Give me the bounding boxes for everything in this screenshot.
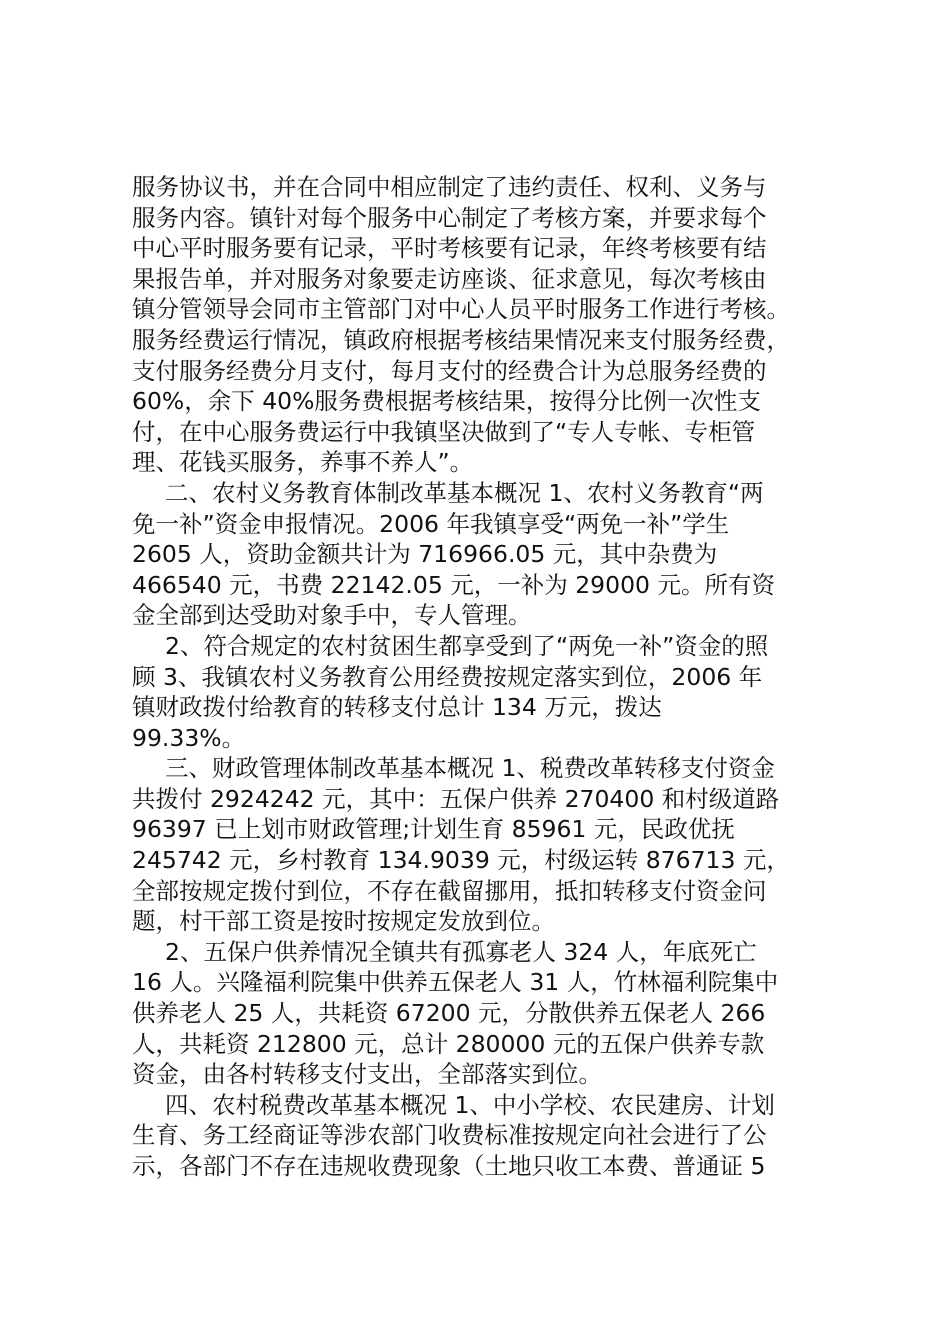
- paragraph-start-line: 2、符合规定的农村贫困生都享受到了“两免一补”资金的照: [165, 631, 769, 660]
- text-line: 理、花钱买服务，养事不养人”。: [132, 448, 474, 477]
- text-line: 镇财政拨付给教育的转移支付总计 134 万元，拨达: [132, 693, 662, 722]
- paragraph-start-line: 二、农村义务教育体制改革基本概况 1、农村义务教育“两: [165, 478, 764, 507]
- text-line: 共拨付 2924242 元，其中：五保户供养 270400 和村级道路: [132, 784, 780, 813]
- text-line: 16 人。兴隆福利院集中供养五保老人 31 人，竹林福利院集中: [132, 968, 779, 997]
- text-line: 466540 元，书费 22142.05 元，一补为 29000 元。所有资: [132, 570, 775, 599]
- text-line: 顾 3、我镇农村义务教育公用经费按规定落实到位，2006 年: [132, 662, 763, 691]
- text-line: 全部按规定拨付到位，不存在截留挪用，抵扣转移支付资金问: [132, 876, 767, 905]
- text-line: 60%，余下 40%服务费根据考核结果，按得分比例一次性支: [132, 387, 761, 416]
- text-line: 示，各部门不存在违规收费现象（土地只收工本费、普通证 5: [132, 1152, 766, 1180]
- paragraph-start-line: 2、五保户供养情况全镇共有孤寡老人 324 人，年底死亡: [165, 937, 757, 966]
- text-line: 服务协议书，并在合同中相应制定了违约责任、权利、义务与: [132, 173, 767, 201]
- text-line: 中心平时服务要有记录，平时考核要有记录，年终考核要有结: [132, 234, 767, 263]
- text-line: 服务经费运行情况，镇政府根据考核结果情况来支付服务经费，: [132, 325, 790, 354]
- text-line: 人，共耗资 212800 元，总计 280000 元的五保户供养专款: [132, 1029, 765, 1058]
- text-line: 金全部到达受助对象手中，专人管理。: [132, 601, 532, 630]
- text-line: 96397 已上划市财政管理;计划生育 85961 元，民政优抚: [132, 815, 735, 844]
- text-line: 供养老人 25 人，共耗资 67200 元，分散供养五保老人 266: [132, 999, 766, 1028]
- text-line: 免一补”资金申报情况。2006 年我镇享受“两免一补”学生: [132, 509, 730, 538]
- text-line: 题，村干部工资是按时按规定发放到位。: [132, 907, 555, 936]
- text-line: 服务内容。镇针对每个服务中心制定了考核方案，并要求每个: [132, 203, 767, 232]
- text-line: 99.33%。: [132, 723, 246, 752]
- document-body: [132, 172, 832, 1182]
- text-line: 2605 人，资助金额共计为 716966.05 元，其中杂费为: [132, 540, 718, 569]
- text-line: 果报告单，并对服务对象要走访座谈、征求意见，每次考核由: [132, 264, 767, 293]
- text-line: 245742 元，乡村教育 134.9039 元，村级运转 876713 元，: [132, 846, 790, 875]
- paragraph-start-line: 三、财政管理体制改革基本概况 1、税费改革转移支付资金: [165, 754, 775, 783]
- text-line: 付，在中心服务费运行中我镇坚决做到了“专人专帐、专柜管: [132, 417, 756, 446]
- text-line: 资金，由各村转移支付支出，全部落实到位。: [132, 1060, 602, 1089]
- paragraph-start-line: 四、农村税费改革基本概况 1、中小学校、农民建房、计划: [165, 1090, 775, 1119]
- text-line: 支付服务经费分月支付，每月支付的经费合计为总服务经费的: [132, 356, 767, 385]
- text-line: 生育、务工经商证等涉农部门收费标准按规定向社会进行了公: [132, 1121, 767, 1150]
- text-line: 镇分管领导会同市主管部门对中心人员平时服务工作进行考核。: [132, 295, 790, 324]
